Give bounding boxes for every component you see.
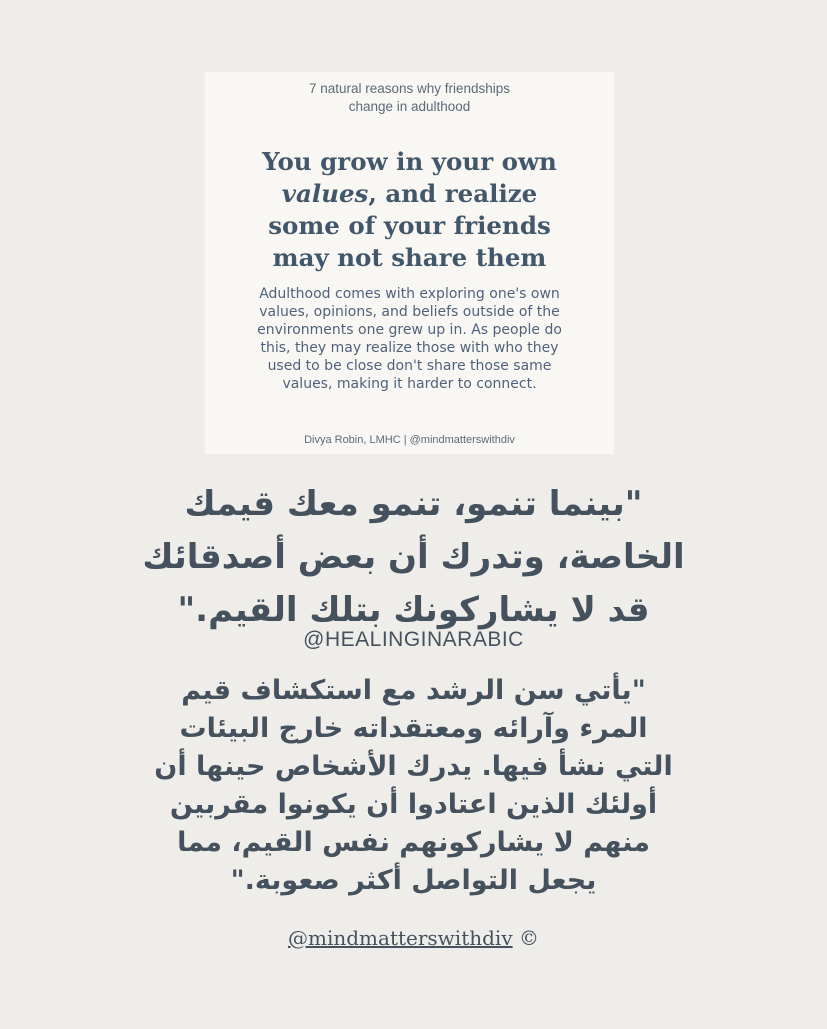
- arabic-body-line: التي نشأ فيها. يدرك الأشخاص حينها أن: [154, 751, 673, 782]
- card-body: [219, 285, 600, 393]
- card-subtitle-line: 7 natural reasons why friendships: [308, 81, 511, 96]
- card-heading-line: You grow in your own: [262, 147, 557, 176]
- arabic-quote: [110, 478, 717, 637]
- arabic-body-line: أولئك الذين اعتادوا أن يكونوا مقربين: [169, 789, 658, 820]
- handle-text: @HEALINGINARABIC: [303, 628, 524, 651]
- quote-card: [205, 72, 614, 454]
- card-body-line: this, they may realize those with who they: [260, 340, 559, 356]
- card-body-line: used to be close don't share those same: [267, 358, 552, 374]
- card-heading-italic: values: [281, 179, 369, 208]
- arabic-body-line: المرء وآرائه ومعتقداته خارج البيئات: [179, 713, 648, 744]
- arabic-quote-line: قد لا يشاركونك بتلك القيم.": [177, 590, 650, 630]
- card-subtitle-line: change in adulthood: [348, 99, 471, 114]
- arabic-body-line: يجعل التواصل أكثر صعوبة.": [230, 865, 597, 896]
- arabic-body: [140, 672, 687, 900]
- arabic-quote-line: "بينما تنمو، تنمو معك قيمك: [184, 484, 643, 524]
- card-heading-rest: , and realize: [368, 179, 538, 208]
- card-body-line: values, opinions, and beliefs outside of the: [259, 304, 560, 320]
- card-credit: Divya Robin, LMHC | @mindmatterswithdiv: [304, 434, 515, 446]
- arabic-quote-line: الخاصة، وتدرك أن بعض أصدقائك: [142, 537, 685, 577]
- card-body-line: Adulthood comes with exploring one's own: [259, 286, 560, 302]
- card-heading-line: [205, 178, 614, 210]
- card-body-line: environments one grew up in. As people do: [257, 322, 562, 338]
- card-heading-line: some of your friends: [268, 211, 551, 240]
- arabic-body-line: "يأتي سن الرشد مع استكشاف قيم: [181, 675, 646, 706]
- arabic-body-line: منهم لا يشاركونهم نفس القيم، مما: [177, 827, 650, 858]
- copyright-symbol: ©: [518, 926, 539, 950]
- footer-link[interactable]: @mindmatterswithdiv: [288, 926, 513, 950]
- card-heading: [205, 146, 614, 274]
- card-subtitle: [205, 80, 614, 116]
- card-heading-line: may not share them: [272, 243, 547, 272]
- card-body-line: values, making it harder to connect.: [282, 376, 537, 392]
- footer-credit: [0, 926, 827, 950]
